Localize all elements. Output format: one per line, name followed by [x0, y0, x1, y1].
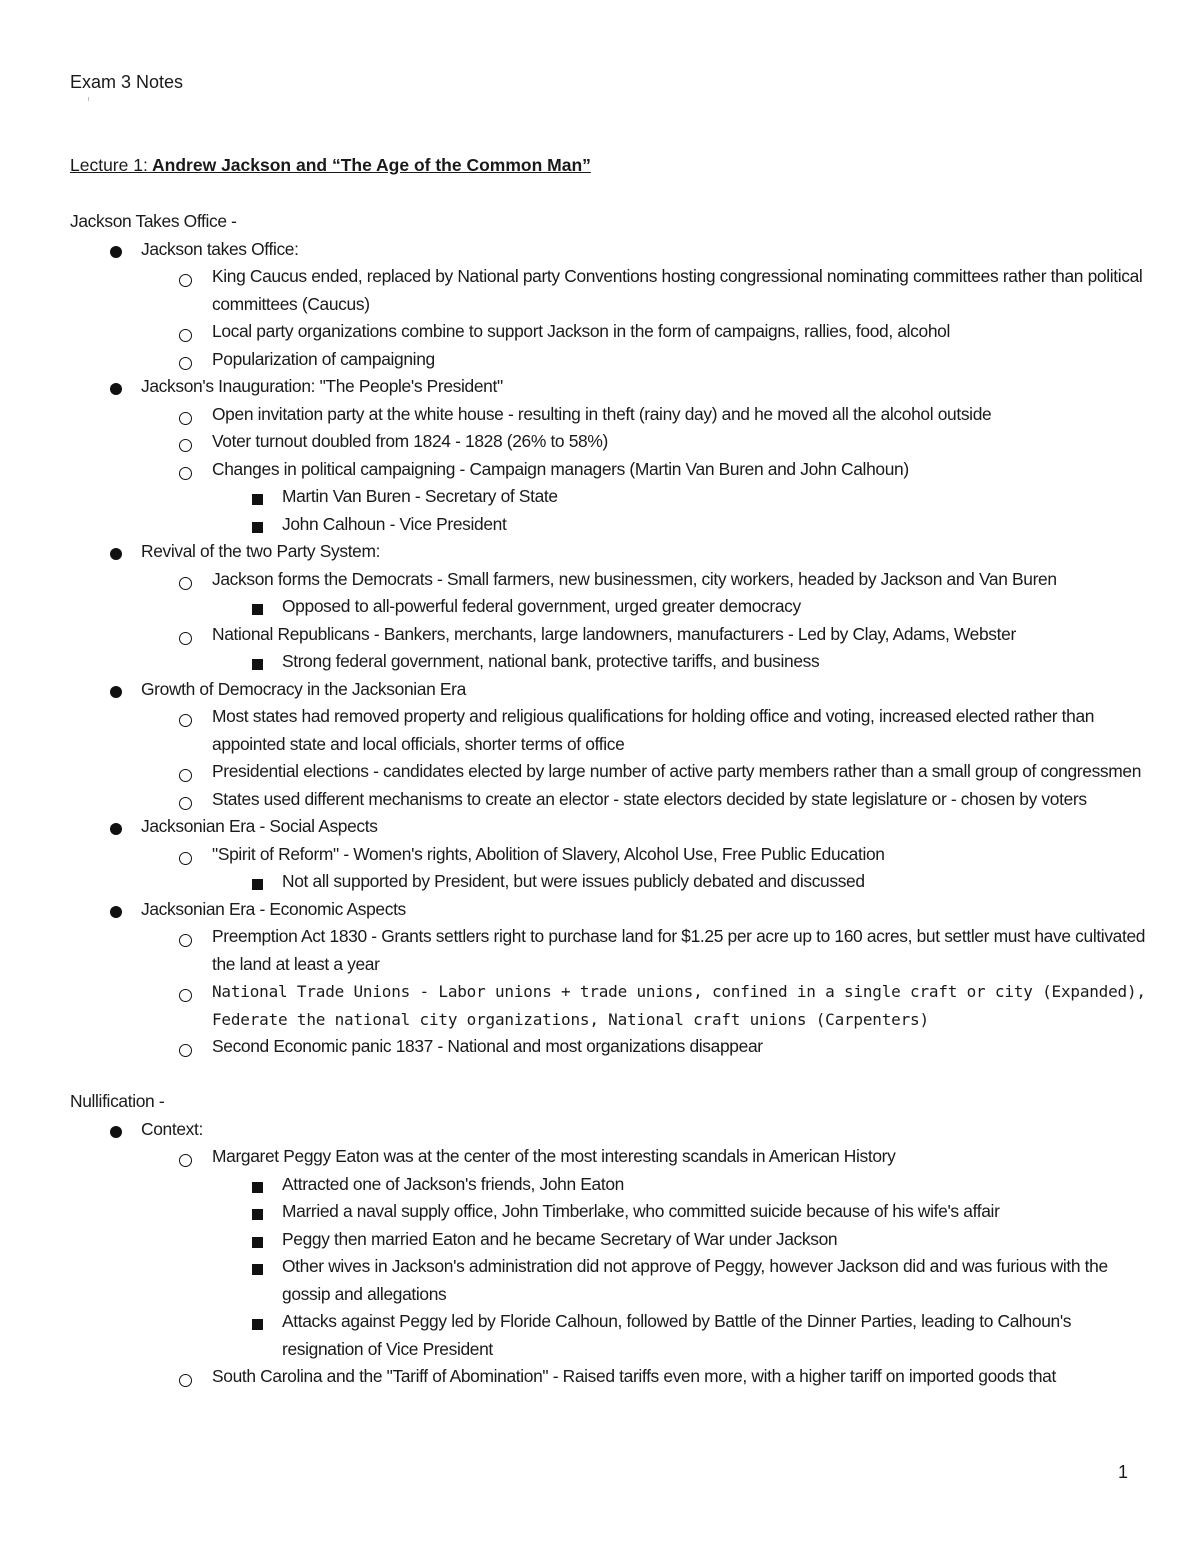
filled-bullet-icon — [110, 383, 122, 395]
hollow-bullet-icon — [179, 632, 192, 645]
list-item-text: Jacksonian Era - Economic Aspects — [141, 898, 406, 919]
list-item-text: John Calhoun - Vice President — [282, 513, 507, 534]
hollow-bullet-icon — [179, 329, 192, 342]
list-item-text: Opposed to all-powerful federal government, urged greater democracy — [282, 596, 801, 616]
list-item-text: Preemption Act 1830 - Grants settlers right to purchase land for $1.25 per acre up to 160 acres, but settler must have cultivated the land at least a year — [212, 926, 1146, 974]
list-item-level-3 — [70, 648, 1150, 676]
list-item-text: Changes in political campaigning - Campaign managers (Martin Van Buren and John Calhoun) — [212, 458, 909, 479]
hollow-bullet-icon — [179, 412, 192, 425]
list-item-text: Margaret Peggy Eaton was at the center of the most interesting scandals in American History — [212, 1146, 896, 1166]
list-item-text: National Republicans - Bankers, merchants, large landowners, manufacturers - Led by Clay, Adams, Webster — [212, 623, 1016, 644]
lecture-heading-title: Andrew Jackson and “The Age of the Common Man” — [147, 155, 591, 175]
list-item-text: South Carolina and the "Tariff of Abomination" - Raised tariffs even more, with a higher tariff on imported goods that — [212, 1366, 1056, 1386]
section-heading: Nullification - — [70, 1091, 165, 1111]
hollow-bullet-icon — [179, 989, 192, 1002]
list-item-level-3 — [70, 1253, 1150, 1308]
list-item-level-1 — [70, 236, 1150, 264]
list-item-text: Strong federal government, national bank, protective tariffs, and business — [282, 651, 820, 671]
list-item-text: National Trade Unions - Labor unions + trade unions, confined in a single craft or city (Expanded), Federate the national city organizations, National craft unions (Carpenters) — [212, 982, 1146, 1029]
list-item-text: Jackson's Inauguration: "The People's President" — [141, 376, 503, 396]
list-item-text: Revival of the two Party System: — [141, 541, 381, 561]
list-item-level-2 — [70, 978, 1150, 1033]
hollow-bullet-icon — [179, 577, 192, 590]
square-bullet-icon — [252, 604, 263, 615]
filled-bullet-icon — [110, 823, 122, 835]
list-item-level-2 — [70, 841, 1150, 869]
list-item-text: Local party organizations combine to support Jackson in the form of campaigns, rallies, food, alcohol — [212, 321, 950, 341]
hollow-bullet-icon — [179, 1044, 192, 1057]
square-bullet-icon — [252, 879, 263, 890]
list-item-level-2 — [70, 428, 1150, 456]
list-item-text: States used different mechanisms to create an elector - state electors decided by state legislature or - chosen by voters — [212, 788, 1087, 809]
list-item-text: Most states had removed property and religious qualifications for holding office and voting, increased elected rather than appointed state and local officials, shorter terms of office — [212, 706, 1095, 754]
list-item-level-3 — [70, 1198, 1150, 1226]
list-item-level-1 — [70, 813, 1150, 841]
square-bullet-icon — [252, 1237, 263, 1248]
list-item-level-2 — [70, 1143, 1150, 1171]
list-item-text: Jackson takes Office: — [141, 238, 299, 259]
list-item-text: Context: — [141, 1118, 203, 1139]
hollow-bullet-icon — [179, 769, 192, 782]
filled-bullet-icon — [110, 686, 122, 698]
hollow-bullet-icon — [179, 1154, 192, 1167]
square-bullet-icon — [252, 1264, 263, 1275]
list-item-level-1 — [70, 676, 1150, 704]
section-gap — [70, 1061, 1150, 1089]
list-item-text: Other wives in Jackson's administration did not approve of Peggy, however Jackson did and was furious with the gossip and allegations — [282, 1256, 1108, 1304]
list-item-text: Open invitation party at the white house - resulting in theft (rainy day) and he moved all the alcohol outside — [212, 403, 992, 424]
list-item-level-2 — [70, 263, 1150, 318]
hollow-bullet-icon — [179, 934, 192, 947]
list-item-text: Jacksonian Era - Social Aspects — [141, 816, 378, 836]
list-item-text: Growth of Democracy in the Jacksonian Era — [141, 678, 466, 699]
square-bullet-icon — [252, 522, 263, 533]
list-item-level-3 — [70, 1226, 1150, 1254]
hollow-bullet-icon — [179, 852, 192, 865]
list-item-text: Popularization of campaigning — [212, 348, 435, 369]
list-item-text: Not all supported by President, but were issues publicly debated and discussed — [282, 871, 865, 891]
lecture-heading-prefix: Lecture 1: — [70, 155, 148, 175]
list-item-level-3 — [70, 1171, 1150, 1199]
list-item-level-2 — [70, 923, 1150, 978]
list-item-text: "Spirit of Reform" - Women's rights, Abolition of Slavery, Alcohol Use, Free Public Education — [212, 843, 885, 864]
section-list — [70, 1116, 1150, 1391]
filled-bullet-icon — [110, 246, 122, 258]
list-item-level-3 — [70, 511, 1150, 539]
list-item-text: Presidential elections - candidates elected by large number of active party members rather than a small group of congressmen — [212, 761, 1142, 781]
list-item-text: Martin Van Buren - Secretary of State — [282, 486, 558, 506]
list-item-level-2 — [70, 1363, 1150, 1391]
list-item-level-3 — [70, 868, 1150, 896]
square-bullet-icon — [252, 1182, 263, 1193]
list-item-level-2 — [70, 1033, 1150, 1061]
square-bullet-icon — [252, 1209, 263, 1220]
filled-bullet-icon — [110, 548, 122, 560]
list-item-level-2 — [70, 566, 1150, 594]
hollow-bullet-icon — [179, 797, 192, 810]
list-item-text: Married a naval supply office, John Timberlake, who committed suicide because of his wife's affair — [282, 1201, 1000, 1221]
list-item-text: Attacks against Peggy led by Floride Calhoun, followed by Battle of the Dinner Parties, leading to Calhoun's resignation of Vice President — [282, 1311, 1072, 1359]
page-number: 1 — [1118, 1462, 1129, 1482]
lecture-heading — [70, 153, 591, 177]
list-item-text: Jackson forms the Democrats - Small farmers, new businessmen, city workers, headed by Jackson and Van Buren — [212, 568, 1057, 589]
list-item-text: King Caucus ended, replaced by National party Conventions hosting congressional nominating committees rather than political committees (Caucus) — [212, 266, 1143, 314]
square-bullet-icon — [252, 1319, 263, 1330]
hollow-bullet-icon — [179, 439, 192, 452]
hollow-bullet-icon — [179, 274, 192, 287]
list-item-text: Second Economic panic 1837 - National and most organizations disappear — [212, 1036, 763, 1056]
list-item-text: Voter turnout doubled from 1824 - 1828 (26% to 58%) — [212, 431, 608, 451]
filled-bullet-icon — [110, 1126, 122, 1138]
list-item-level-2 — [70, 786, 1150, 814]
list-item-level-2 — [70, 401, 1150, 429]
list-item-level-1 — [70, 896, 1150, 924]
list-item-level-3 — [70, 593, 1150, 621]
list-item-level-2 — [70, 758, 1150, 786]
list-item-level-1 — [70, 1116, 1150, 1144]
list-item-level-1 — [70, 538, 1150, 566]
document-title: Exam 3 Notes — [70, 72, 184, 92]
hollow-bullet-icon — [179, 1374, 192, 1387]
list-item-level-1 — [70, 373, 1150, 401]
list-item-text: Peggy then married Eaton and he became Secretary of War under Jackson — [282, 1228, 838, 1249]
filled-bullet-icon — [110, 906, 122, 918]
list-item-level-2 — [70, 456, 1150, 484]
list-item-text: Attracted one of Jackson's friends, John Eaton — [282, 1173, 625, 1194]
list-item-level-2 — [70, 318, 1150, 346]
list-item-level-3 — [70, 1308, 1150, 1363]
list-item-level-2 — [70, 621, 1150, 649]
hollow-bullet-icon — [179, 357, 192, 370]
list-item-level-3 — [70, 483, 1150, 511]
hollow-bullet-icon — [179, 467, 192, 480]
square-bullet-icon — [252, 659, 263, 670]
hollow-bullet-icon — [179, 714, 192, 727]
square-bullet-icon — [252, 494, 263, 505]
list-item-level-2 — [70, 703, 1150, 758]
section-list — [70, 236, 1150, 1061]
cursor-tick — [88, 97, 89, 101]
section-heading: Jackson Takes Office - — [70, 211, 237, 231]
list-item-level-2 — [70, 346, 1150, 374]
notes-outline — [70, 208, 1150, 1391]
